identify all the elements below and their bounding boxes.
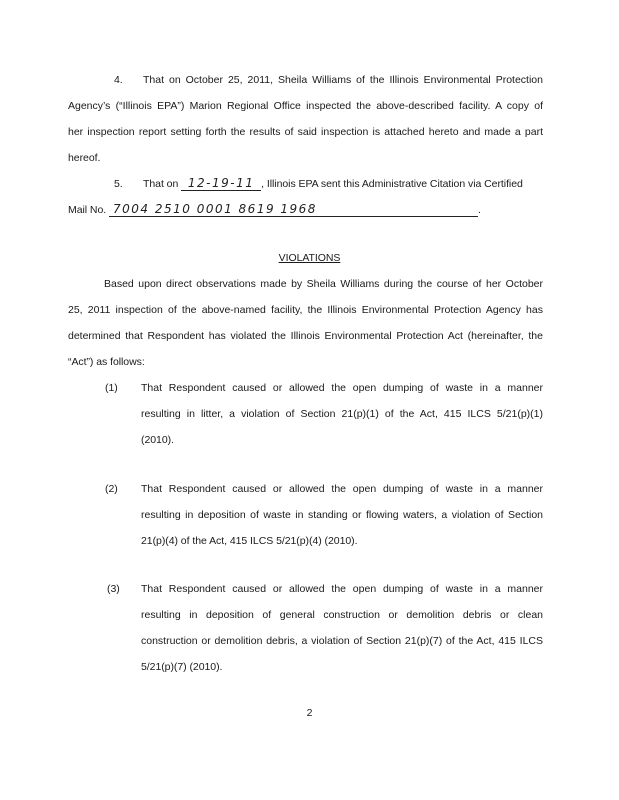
para4-line4: hereof.: [68, 152, 101, 164]
page-number: 2: [306, 707, 313, 719]
violation-2-line1: That Respondent caused or allowed the open dumping of waste in a manner: [141, 483, 543, 495]
intro-line4: “Act”) as follows:: [68, 356, 145, 368]
para5-line2: [68, 203, 481, 217]
mail-number-field: 7004 2510 0001 8619 1968: [109, 203, 478, 217]
intro-line1: Based upon direct observations made by Sheila Williams during the course of her October: [104, 278, 543, 290]
violation-3-number: (3): [107, 583, 120, 595]
para5-prefix: That on: [143, 178, 179, 190]
para4-number: 4.: [114, 74, 123, 86]
para5-line1: [143, 177, 543, 191]
violation-3-line3: construction or demolition debris, a violation of Section 21(p)(7) of the Act, 415 ILCS: [141, 635, 543, 647]
para5-number: 5.: [114, 178, 123, 190]
violation-1-line3: (2010).: [141, 434, 174, 446]
para4-line3: her inspection report setting forth the results of said inspection is attached hereto and made a part: [68, 126, 543, 138]
violations-heading: VIOLATIONS: [278, 252, 341, 264]
violation-1-line1: That Respondent caused or allowed the open dumping of waste in a manner: [141, 382, 543, 394]
intro-line3: determined that Respondent has violated the Illinois Environmental Protection Act (hereinafter, the: [68, 330, 543, 342]
violation-1-number: (1): [105, 382, 118, 394]
violation-2-number: (2): [105, 483, 118, 495]
violation-3-line1: That Respondent caused or allowed the open dumping of waste in a manner: [141, 583, 543, 595]
mail-end: .: [477, 204, 481, 216]
violation-3-line4: 5/21(p)(7) (2010).: [141, 661, 223, 673]
para5-suffix: , Illinois EPA sent this Administrative Citation via Certified: [261, 178, 523, 190]
intro-line2: 25, 2011 inspection of the above-named facility, the Illinois Environmental Protection Agency has: [68, 304, 543, 316]
violation-3-line2: resulting in deposition of general construction or demolition debris or clean: [141, 609, 543, 621]
violation-1-line2: resulting in litter, a violation of Section 21(p)(1) of the Act, 415 ILCS 5/21(p)(1): [141, 408, 543, 420]
para4-line2: Agency’s (“Illinois EPA”) Marion Regional Office inspected the above-described facility. A copy of: [68, 100, 543, 112]
violation-2-line2: resulting in deposition of waste in standing or flowing waters, a violation of Section: [141, 509, 543, 521]
mail-label: Mail No.: [68, 204, 107, 216]
violation-2-line3: 21(p)(4) of the Act, 415 ILCS 5/21(p)(4) (2010).: [141, 535, 358, 547]
para5-date-field: 12-19-11: [181, 177, 261, 191]
para4-line1: That on October 25, 2011, Sheila Williams of the Illinois Environmental Protection: [143, 74, 543, 86]
